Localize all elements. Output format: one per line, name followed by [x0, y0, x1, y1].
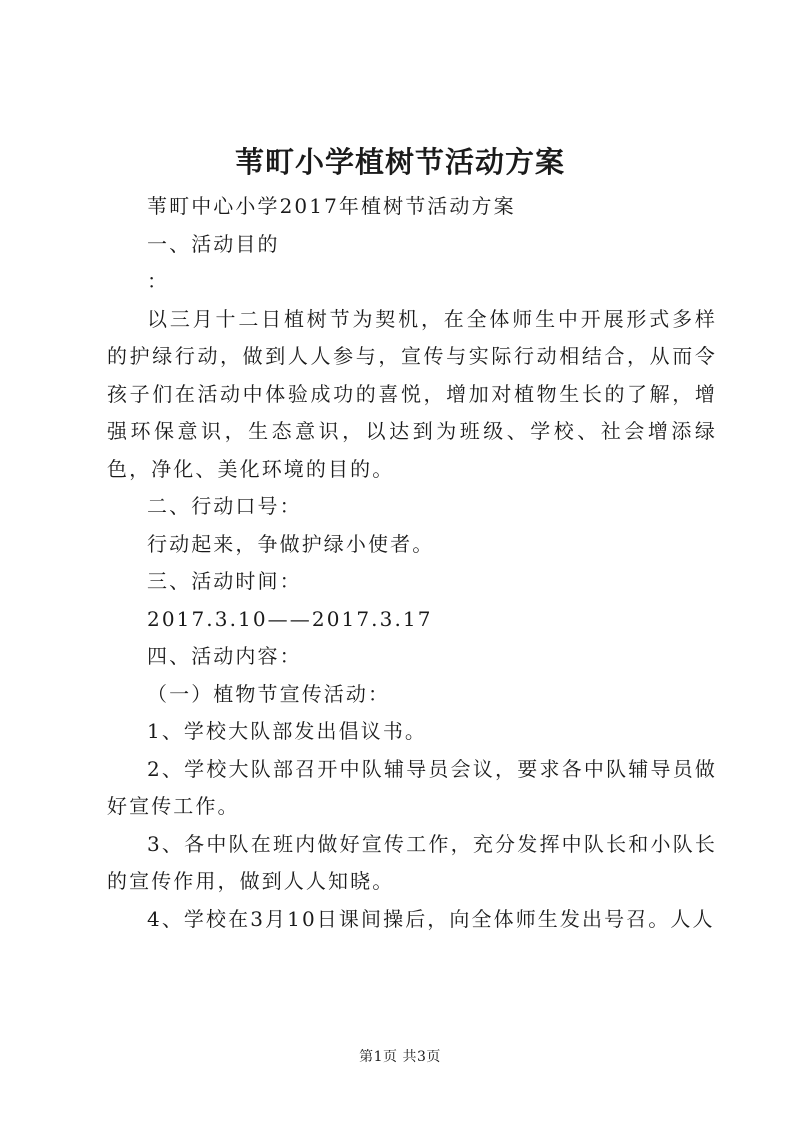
document-body [107, 188, 717, 938]
paragraph-item-1: 1、学校大队部发出倡议书。 [147, 719, 428, 743]
paragraph-item-2: 2、学校大队部召开中队辅导员会议，要求各中队辅导员做好宣传工作。 [107, 756, 717, 818]
paragraph-subheading-publicity: （一）植物节宣传活动： [147, 681, 391, 706]
paragraph-heading-purpose: 一、活动目的 [147, 231, 280, 256]
paragraph-heading-slogan: 二、行动口号： [147, 494, 302, 518]
paragraph-item-4: 4、学校在3月10日课间操后，向全体师生发出号召。人人 [147, 906, 715, 931]
paragraph-purpose-body: 以三月十二日植树节为契机，在全体师生中开展形式多样的护绿行动，做到人人参与，宣传与实际行动相结合，从而令孩子们在活动中体验成功的喜悦，增加对植物生长的了解，增强环保意识，生态意识，以达到为班级、学校、社会增添绿色，净化、美化环境的目的。 [107, 306, 717, 481]
paragraph-heading-time: 三、活动时间： [147, 569, 302, 593]
paragraph-subtitle: 苇町中心小学2017年植树节活动方案 [147, 194, 516, 218]
page-footer: 第1页 共3页 [359, 1049, 441, 1065]
paragraph-slogan: 行动起来，争做护绿小使者。 [147, 531, 435, 556]
document-title: 苇町小学植树节活动方案 [234, 145, 565, 179]
paragraph-time: 2017.3.10——2017.3.17 [147, 606, 433, 631]
paragraph-colon: ： [147, 269, 170, 293]
paragraph-heading-content: 四、活动内容： [147, 644, 302, 668]
paragraph-item-3: 3、各中队在班内做好宣传工作，充分发挥中队长和小队长的宣传作用，做到人人知晓。 [107, 831, 717, 893]
